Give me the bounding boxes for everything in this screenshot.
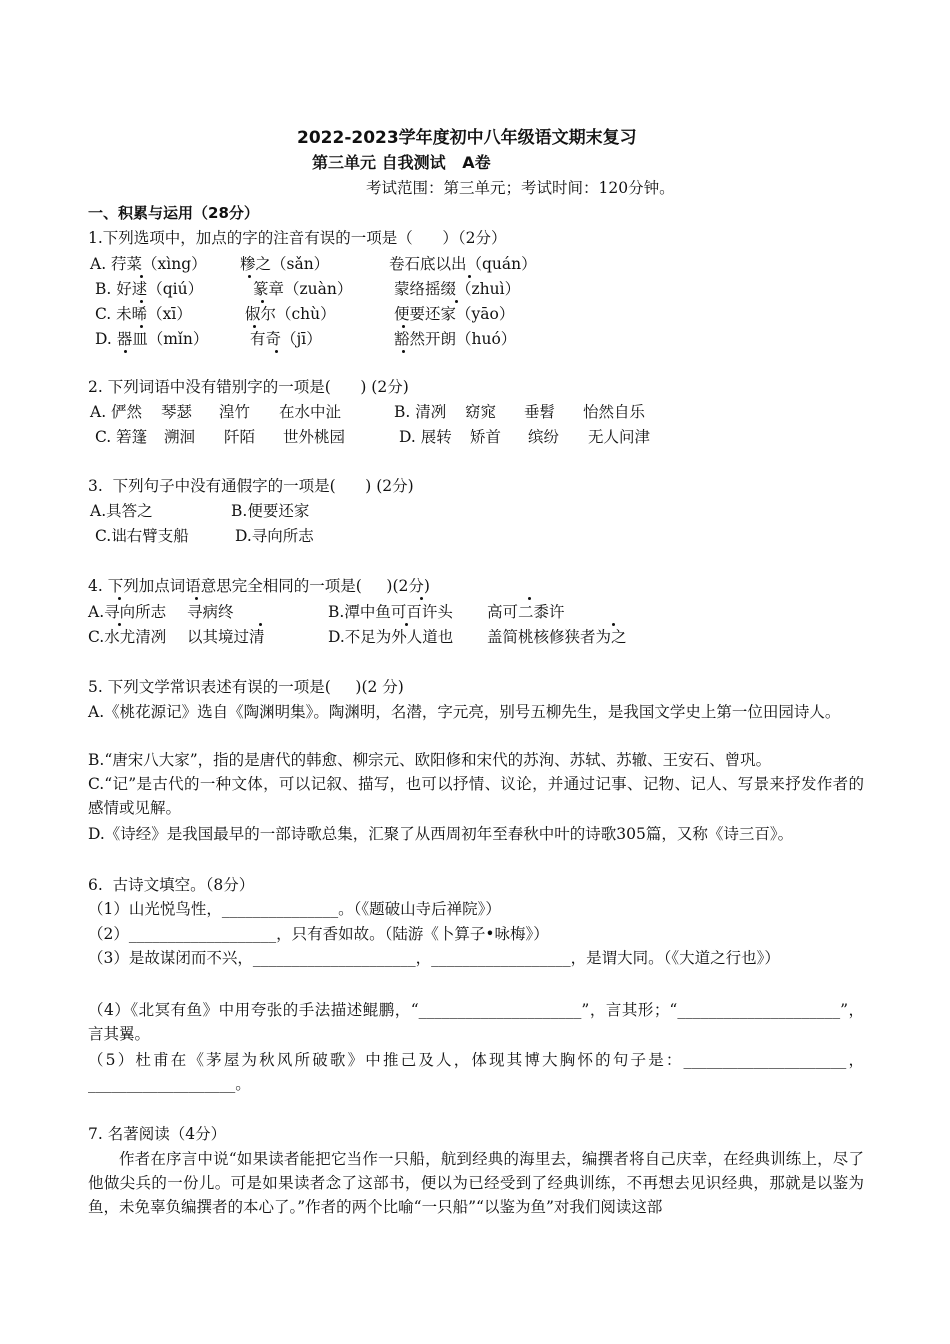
q2-stem: 2. 下列词语中没有错别字的一项是( ) (2分) [88,378,409,396]
emphasis-dot [259,623,262,626]
q7-passage: 作者在序言中说“如果读者能把它当作一只船，航到经典的海里去，编撰者将自己庆幸，在经典训练上，尽了他做尖兵的一份儿。可是如果读者念了这部书，便以为已经受到了经典训练，不再想去见识经典，那就是以鉴为鱼，未免辜负编撰者的本心了。”作者的两个比喻“一只船”“以鉴为鱼”对我们阅读这部 [88,1150,864,1216]
q4-option: 高可二黍许 [487,603,565,621]
emphasis-dot [140,275,143,278]
q2-word: 垂髫 [524,403,556,421]
q3-option: B.便要还家 [231,502,310,520]
q4-stem: 4. 下列加点词语意思完全相同的一项是( )(2分) [88,577,430,595]
section-title: 一、积累与运用（28分） [88,204,259,222]
emphasis-dot [261,300,264,303]
exam-title: 2022-2023学年度初中八年级语文期末复习 [297,128,637,148]
q2-word: 窈窕 [465,403,497,421]
q2-word: 世外桃园 [283,428,346,446]
q2-word: 阡陌 [224,428,256,446]
q3-option: C.诎右臂支船 [95,527,189,545]
q4-option: 寻病终 [187,603,234,621]
exam-subtitle: 第三单元 自我测试 A卷 [312,153,491,172]
q4-option: B.潭中鱼可百许头 [328,603,453,621]
emphasis-dot [118,623,121,626]
q5-option-a: A.《桃花源记》选自《陶渊明集》。陶渊明，名潜，字元亮，别号五柳先生，是我国文学史上第一位田园诗人。 [88,703,841,721]
q1-option: A. 荇菜（xìng） [90,255,207,273]
q3-option: A.具答之 [90,502,153,520]
emphasis-dot [118,597,121,600]
q5-option-b: B.“唐宋八大家”，指的是唐代的韩愈、柳宗元、欧阳修和宋代的苏洵、苏轼、苏辙、王安石、曾巩。 [88,751,772,769]
emphasis-dot [124,350,127,353]
q1-stem: 1.下列选项中，加点的字的注音有误的一项是（ ）（2分） [88,229,507,247]
emphasis-dot [248,275,251,278]
q2-word: 琴瑟 [161,403,193,421]
q1-option: 便要还家（yāo） [394,305,515,323]
q1-option: C. 未晞（xī） [95,305,192,323]
emphasis-dot [402,325,405,328]
emphasis-dot [455,300,458,303]
emphasis-dot [468,275,471,278]
emphasis-dot [140,325,143,328]
q2-word: 无人问津 [588,428,651,446]
q6-item: （5）杜甫在《茅屋为秋风所破歌》中推己及人，体现其博大胸怀的句子是：_____________________，___________________。 [88,1051,864,1093]
q4-option: C.水尤清冽 [88,628,167,646]
emphasis-dot [195,597,198,600]
q6-item: （2）___________________，只有香如故。（陆游《卜算子•咏梅》） [88,925,549,943]
emphasis-dot [275,350,278,353]
q4-option: A.寻向所志 [88,603,167,621]
q1-option: 蒙络摇缀（zhuì） [394,280,521,298]
q2-word: 溯洄 [164,428,196,446]
q5-stem: 5. 下列文学常识表述有误的一项是( )(2 分) [88,678,404,696]
q5-option-c: C.“记”是古代的一种文体，可以记叙、描写，也可以抒情、议论，并通过记事、记物、记人、写景来抒发作者的感情或见解。 [88,775,864,817]
q4-option: D.不足为外人道也 [328,628,454,646]
q2-word: A. 俨然 [90,403,143,421]
q2-word: 湟竹 [219,403,251,421]
q2-word: B. 清冽 [394,403,447,421]
emphasis-dot [253,325,256,328]
q6-item: （4）《北冥有鱼》中用夸张的手法描述鲲鹏，“_____________________”，言其形；“_____________________”，言其翼。 [88,1001,864,1043]
q2-word: 矫首 [470,428,502,446]
q6-stem: 6. 古诗文填空。（8分） [88,876,255,894]
q4-option: 以其境过清 [187,628,265,646]
q2-word: C. 箬篷 [95,428,148,446]
q1-option: 糁之（sǎn） [240,255,330,273]
emphasis-dot [402,350,405,353]
emphasis-dot [140,300,143,303]
q1-option: 篆章（zuàn） [253,280,353,298]
emphasis-dot [405,623,408,626]
q2-word: 缤纷 [528,428,560,446]
q6-item: （3）是故谋闭而不兴，_____________________，__________________，是谓大同。（《大道之行也》） [88,949,780,967]
emphasis-dot [420,597,423,600]
q1-option: 有奇（jī） [250,330,322,348]
q1-option: 豁然开朗（huó） [394,330,517,348]
exam-info: 考试范围：第三单元；考试时间：120分钟。 [366,179,675,197]
q6-item: （1）山光悦鸟性，_______________。（《题破山寺后禅院》） [88,900,501,918]
q3-stem: 3. 下列句子中没有通假字的一项是( ) (2分) [88,477,414,495]
q2-word: 在水中沚 [279,403,342,421]
q1-option: 俶尔（chù） [245,305,336,323]
q2-word: 怡然自乐 [583,403,646,421]
q7-stem: 7. 名著阅读（4分） [88,1125,227,1143]
emphasis-dot [612,623,615,626]
q1-option: D. 器皿（mǐn） [95,330,209,348]
q1-option: 卷石底以出（quán） [389,255,537,273]
q1-option: B. 好逑（qiú） [95,280,204,298]
q4-option: 盖简桃核修狭者为之 [487,628,627,646]
q5-option-d: D.《诗经》是我国最早的一部诗歌总集，汇聚了从西周初年至春秋中叶的诗歌305篇，又称《诗三百》。 [88,825,794,843]
q2-word: D. 展转 [399,428,452,446]
emphasis-dot [528,597,531,600]
q3-option: D.寻向所志 [235,527,314,545]
